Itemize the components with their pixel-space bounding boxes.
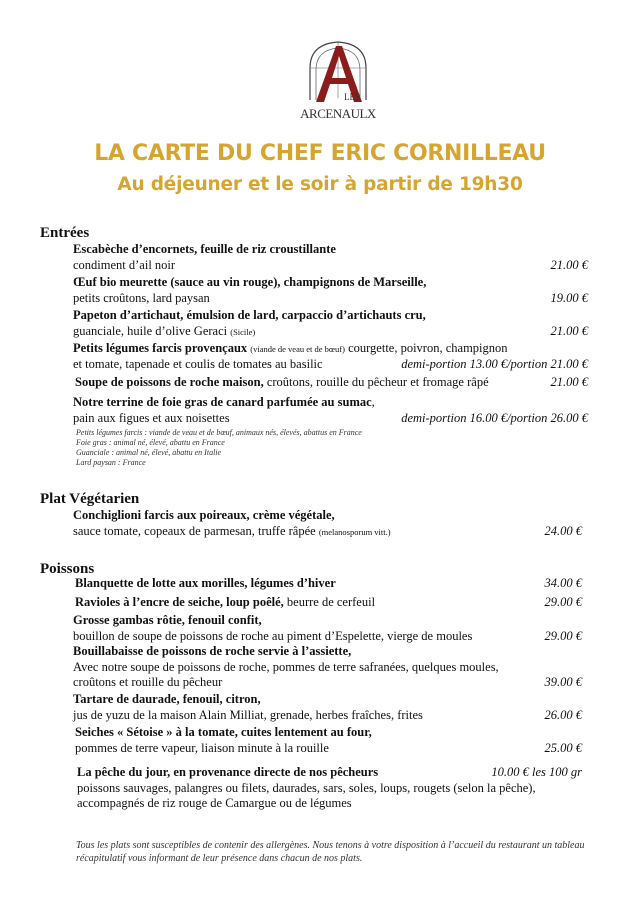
item-name: Notre terrine de foie gras de canard parfumée au sumac [73, 395, 372, 409]
menu-item [73, 613, 640, 644]
menu-item [73, 242, 640, 273]
item-name-line [73, 508, 640, 524]
item-description: et tomate, tapenade et coulis de tomates au basilic [73, 356, 323, 371]
menu-item [73, 644, 640, 691]
item-name: Bouillabaisse de poissons de roche servie à l’assiette, [73, 644, 352, 658]
item-name-line [75, 725, 640, 741]
item-name-line [73, 242, 640, 258]
item-name-line [75, 375, 640, 391]
item-name: Petits légumes farcis provençaux [73, 341, 248, 355]
origin-note: Lard paysan : France [76, 458, 146, 467]
item-description: beurre de cerfeuil [286, 595, 376, 609]
item-description-line [75, 741, 640, 757]
allergen-disclaimer: Tous les plats sont susceptibles de contenir des allergènes. Nous tenons à votre disposition à l’accueil du restaurant un tableau récapitulatif vous informant de leur présence dans chacun de nos plats. [76, 840, 585, 864]
item-description: poissons sauvages, palangres ou filets, daurades, sars, soles, loups, rougets (selon la pêche), [77, 780, 536, 795]
item-description-line [73, 675, 640, 691]
item-name: Œuf bio meurette (sauce au vin rouge), champignons de Marseille, [73, 275, 427, 289]
item-name-line [73, 308, 640, 324]
item-description: pain aux figues et aux noisettes [73, 410, 230, 425]
item-price: demi-portion 16.00 €/portion 26.00 € [401, 410, 588, 425]
item-name-line [73, 275, 640, 291]
item-price: 39.00 € [544, 675, 582, 689]
item-price: 24.00 € [544, 523, 582, 538]
item-price: 19.00 € [550, 290, 588, 305]
item-name-line [73, 644, 640, 660]
item-name: Conchiglioni farcis aux poireaux, crème végétale, [73, 508, 335, 522]
item-description-line [73, 258, 640, 274]
item-name-line [73, 395, 640, 411]
menu-item [73, 275, 640, 306]
origin-notes [76, 428, 362, 468]
item-description: guanciale, huile d’olive Geraci [73, 323, 228, 338]
item-name: Tartare de daurade, fenouil, citron, [73, 692, 261, 706]
item-name: Escabèche d’encornets, feuille de riz croustillante [73, 242, 336, 256]
item-name: Papeton d’artichaut, émulsion de lard, carpaccio d’artichauts cru, [73, 308, 426, 322]
item-price: 21.00 € [550, 257, 588, 272]
item-price: 25.00 € [544, 740, 582, 755]
item-description: bouillon de soupe de poissons de roche au piment d’Espelette, vierge de moules [73, 628, 473, 643]
item-description: Avec notre soupe de poissons de roche, pommes de terre safranées, quelques moules, [73, 659, 499, 674]
restaurant-logo [296, 38, 380, 122]
svg-text:ARCENAULX: ARCENAULX [300, 106, 376, 121]
item-name: Seiches « Sétoise » à la tomate, cuites lentement au four, [75, 725, 372, 739]
section-heading: Entrées [40, 225, 90, 241]
item-price: 34.00 € [544, 576, 582, 590]
menu-item [73, 341, 640, 372]
section-heading: Plat Végétarien [40, 491, 140, 507]
item-description-line [73, 708, 640, 724]
item-name: Blanquette de lotte aux morilles, légumes d’hiver [75, 576, 336, 590]
item-price: 29.00 € [544, 628, 582, 643]
origin-note: Foie gras : animal né, élevé, abattu en France [76, 438, 225, 447]
item-description: courgette, poivron, champignon [348, 341, 508, 355]
menu-item [73, 692, 640, 723]
item-description-line [73, 660, 640, 676]
menu-item [75, 576, 640, 592]
item-name-line [75, 595, 640, 611]
item-price: demi-portion 13.00 €/portion 21.00 € [401, 356, 588, 371]
menu-item [75, 725, 640, 756]
item-description: croûtons et rouille du pêcheur [73, 675, 223, 689]
menu-item [73, 308, 640, 339]
item-name-line [73, 613, 640, 629]
item-name: La pêche du jour, en provenance directe de nos pêcheurs [77, 765, 379, 779]
item-description-line [73, 324, 640, 340]
item-note: (Sicile) [230, 326, 256, 337]
origin-note: Petits légumes farcis : viande de veau et de bœuf, animaux nés, élevés, abattus en France [76, 428, 362, 437]
item-name-line [75, 576, 640, 592]
item-description: croûtons, rouille du pêcheur et fromage râpé [266, 375, 489, 389]
item-description: pommes de terre vapeur, liaison minute à la rouille [75, 740, 329, 755]
menu-item [73, 508, 640, 539]
item-description-line [77, 781, 640, 797]
item-description-line [73, 524, 640, 540]
item-description-line [73, 411, 640, 427]
item-price: 21.00 € [550, 323, 588, 338]
item-description-line [73, 629, 640, 645]
origin-note: Guanciale : animal né, élevé, abattu en Italie [76, 448, 222, 457]
menu-item [73, 395, 640, 426]
page-subtitle: Au déjeuner et le soir à partir de 19h30 [117, 174, 523, 195]
item-name-line [77, 765, 640, 781]
menu-item [77, 765, 640, 812]
page-title: LA CARTE DU CHEF ERIC CORNILLEAU [94, 141, 546, 166]
item-price: 10.00 € les 100 gr [491, 765, 582, 779]
item-name-tail: , [371, 395, 375, 409]
item-description-line [73, 291, 640, 307]
item-price: 29.00 € [544, 595, 582, 609]
item-name: Ravioles à l’encre de seiche, loup poêlé, [75, 595, 284, 609]
item-description: sauce tomate, copeaux de parmesan, truffe râpée [73, 523, 316, 538]
item-description: condiment d’ail noir [73, 257, 176, 272]
svg-text:LES: LES [344, 92, 361, 102]
section-heading: Poissons [40, 561, 95, 577]
item-note: (viande de veau et de bœuf) [250, 344, 345, 354]
item-name: Grosse gambas rôtie, fenouil confit, [73, 613, 262, 627]
item-name: Soupe de poissons de roche maison, [75, 375, 264, 389]
item-description-line [77, 796, 640, 812]
menu-item [75, 595, 640, 611]
item-description-line [73, 357, 640, 373]
item-price: 26.00 € [544, 707, 582, 722]
item-description: jus de yuzu de la maison Alain Milliat, grenade, herbes fraîches, frites [73, 707, 423, 722]
item-description: accompagnés de riz rouge de Camargue ou de légumes [77, 796, 352, 810]
menu-item [75, 375, 640, 391]
item-price: 21.00 € [550, 375, 588, 389]
item-description: petits croûtons, lard paysan [73, 290, 210, 305]
item-name-line [73, 341, 640, 357]
item-name-line [73, 692, 640, 708]
item-note: (melanosporum vitt.) [318, 526, 391, 537]
